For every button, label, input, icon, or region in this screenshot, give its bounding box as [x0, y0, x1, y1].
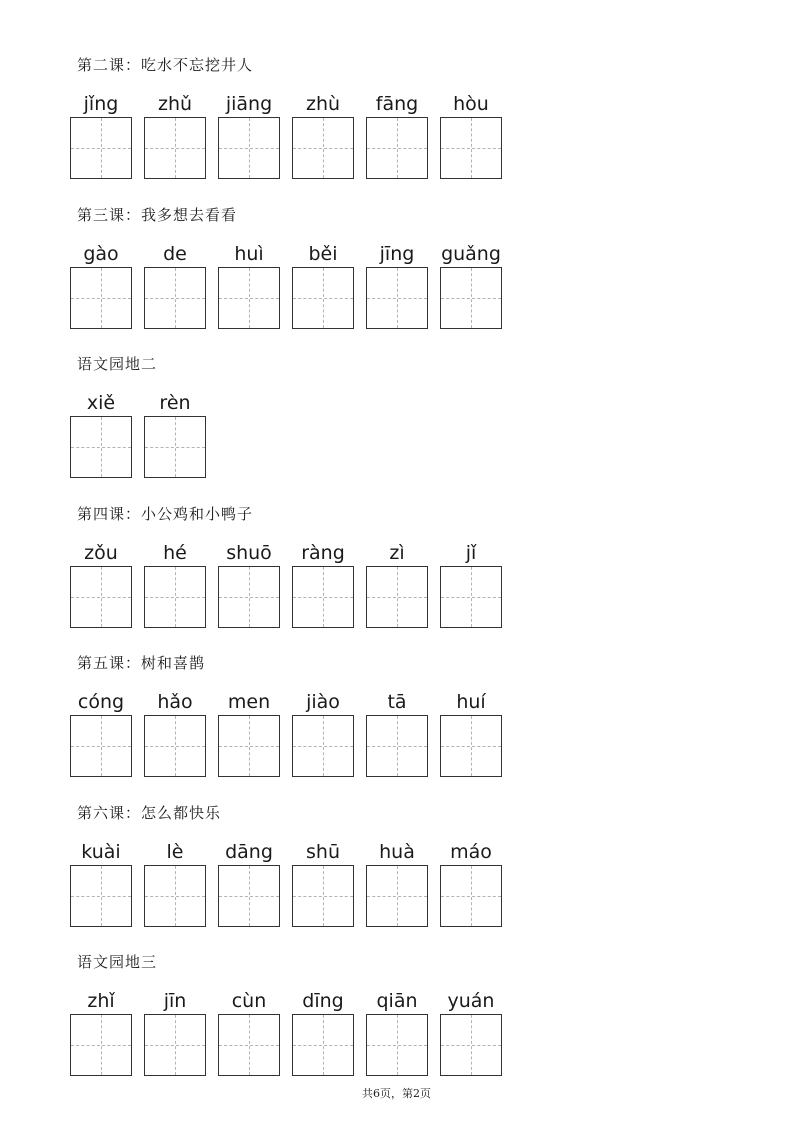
- lesson-title: 第五课：树和喜鹊: [77, 654, 206, 672]
- writing-grid-box[interactable]: [366, 267, 428, 329]
- grid-horizontal-guide: [293, 1045, 353, 1046]
- grid-horizontal-guide: [145, 298, 205, 299]
- grid-horizontal-guide: [145, 1045, 205, 1046]
- grid-horizontal-guide: [367, 148, 427, 149]
- character-cell: [218, 952, 280, 1048]
- character-cell: [292, 803, 354, 899]
- pinyin-label: hǎo: [157, 691, 193, 713]
- pinyin-label: jǐng: [83, 93, 119, 115]
- character-cell: [70, 653, 132, 749]
- grid-horizontal-guide: [293, 746, 353, 747]
- pinyin-label: gào: [83, 242, 119, 265]
- grid-horizontal-guide: [293, 597, 353, 598]
- character-cell: [144, 803, 206, 899]
- pinyin-label: de: [163, 242, 187, 265]
- grid-horizontal-guide: [71, 1045, 131, 1046]
- grid-horizontal-guide: [145, 447, 205, 448]
- grid-horizontal-guide: [219, 746, 279, 747]
- writing-grid-box[interactable]: [366, 865, 428, 927]
- writing-grid-box[interactable]: [366, 566, 428, 628]
- grid-horizontal-guide: [293, 148, 353, 149]
- pinyin-label: cóng: [77, 691, 125, 713]
- pinyin-label: rèn: [159, 392, 191, 414]
- lesson-title: 语文园地二: [77, 355, 158, 373]
- lesson-title: 第二课：吃水不忘挖井人: [77, 56, 254, 74]
- character-cell: [366, 55, 428, 151]
- pinyin-label: huí: [456, 691, 486, 713]
- grid-horizontal-guide: [145, 896, 205, 897]
- writing-grid-box[interactable]: [144, 267, 206, 329]
- pinyin-label: qiān: [376, 990, 418, 1012]
- writing-grid-box[interactable]: [440, 1014, 502, 1076]
- character-cell: [440, 55, 502, 151]
- lesson-title: 语文园地三: [77, 953, 158, 971]
- character-cell: [70, 354, 132, 450]
- pinyin-label: kuài: [81, 840, 121, 863]
- character-cell: [292, 504, 354, 600]
- character-cell: [440, 803, 502, 899]
- character-cell: [292, 653, 354, 749]
- writing-grid-box[interactable]: [218, 1014, 280, 1076]
- writing-grid-box[interactable]: [366, 117, 428, 179]
- grid-horizontal-guide: [441, 1045, 501, 1046]
- writing-grid-box[interactable]: [292, 117, 354, 179]
- character-cell: [144, 354, 206, 450]
- pinyin-label: yuán: [447, 990, 495, 1012]
- character-cell: [366, 952, 428, 1048]
- writing-grid-box[interactable]: [70, 267, 132, 329]
- character-cell: [218, 803, 280, 899]
- writing-grid-box[interactable]: [70, 865, 132, 927]
- character-cell: [144, 952, 206, 1048]
- character-cell: [440, 504, 502, 600]
- writing-grid-box[interactable]: [218, 566, 280, 628]
- pinyin-label: hé: [163, 541, 187, 564]
- character-cell: [218, 504, 280, 600]
- grid-horizontal-guide: [145, 746, 205, 747]
- grid-horizontal-guide: [219, 597, 279, 598]
- writing-grid-box[interactable]: [218, 267, 280, 329]
- writing-grid-box[interactable]: [292, 865, 354, 927]
- lesson-title: 第三课：我多想去看看: [77, 205, 238, 224]
- pinyin-label: dīng: [302, 990, 344, 1012]
- pinyin-label: jiào: [306, 691, 340, 713]
- writing-grid-box[interactable]: [218, 117, 280, 179]
- pinyin-label: dāng: [225, 840, 273, 863]
- writing-grid-box[interactable]: [292, 1014, 354, 1076]
- grid-horizontal-guide: [219, 1045, 279, 1046]
- character-cell: [70, 803, 132, 899]
- pinyin-label: zhǔ: [157, 93, 193, 115]
- page-footer: 共6页，第2页: [362, 1087, 431, 1100]
- character-cell: [292, 205, 354, 301]
- grid-horizontal-guide: [71, 896, 131, 897]
- writing-grid-box[interactable]: [144, 1014, 206, 1076]
- writing-grid-box[interactable]: [292, 715, 354, 777]
- character-cell: [70, 205, 132, 301]
- writing-grid-box[interactable]: [440, 865, 502, 927]
- pinyin-label: máo: [450, 840, 492, 863]
- writing-grid-box[interactable]: [440, 566, 502, 628]
- pinyin-label: cùn: [231, 990, 267, 1012]
- writing-grid-box[interactable]: [70, 566, 132, 628]
- writing-grid-box[interactable]: [144, 117, 206, 179]
- grid-horizontal-guide: [441, 597, 501, 598]
- writing-grid-box[interactable]: [70, 1014, 132, 1076]
- grid-horizontal-guide: [219, 148, 279, 149]
- pinyin-label: tā: [387, 691, 407, 713]
- writing-grid-box[interactable]: [70, 416, 132, 478]
- writing-grid-box[interactable]: [144, 416, 206, 478]
- grid-horizontal-guide: [71, 148, 131, 149]
- character-cell: [366, 803, 428, 899]
- grid-horizontal-guide: [367, 1045, 427, 1046]
- writing-grid-box[interactable]: [70, 117, 132, 179]
- writing-grid-box[interactable]: [70, 715, 132, 777]
- pinyin-label: jiāng: [225, 93, 273, 115]
- writing-grid-box[interactable]: [144, 566, 206, 628]
- pinyin-label: běi: [308, 242, 338, 265]
- grid-horizontal-guide: [441, 298, 501, 299]
- writing-grid-box[interactable]: [144, 715, 206, 777]
- grid-horizontal-guide: [71, 298, 131, 299]
- grid-horizontal-guide: [441, 896, 501, 897]
- pinyin-label: hòu: [453, 93, 489, 115]
- grid-horizontal-guide: [367, 298, 427, 299]
- writing-grid-box[interactable]: [366, 715, 428, 777]
- writing-grid-box[interactable]: [440, 267, 502, 329]
- grid-horizontal-guide: [219, 298, 279, 299]
- pinyin-label: zhù: [305, 93, 341, 115]
- writing-grid-box[interactable]: [218, 715, 280, 777]
- lesson-title: 第四课：小公鸡和小鸭子: [77, 504, 254, 523]
- character-cell: [440, 205, 502, 301]
- pinyin-label: ràng: [301, 541, 345, 564]
- grid-horizontal-guide: [293, 896, 353, 897]
- pinyin-label: huì: [234, 242, 264, 265]
- writing-grid-box[interactable]: [144, 865, 206, 927]
- pinyin-label: fāng: [375, 93, 419, 115]
- character-cell: [144, 205, 206, 301]
- character-cell: [366, 653, 428, 749]
- pinyin-label: men: [227, 691, 271, 713]
- pinyin-label: guǎng: [441, 242, 501, 265]
- character-cell: [218, 205, 280, 301]
- character-cell: [70, 952, 132, 1048]
- character-cell: [144, 55, 206, 151]
- grid-horizontal-guide: [71, 746, 131, 747]
- grid-horizontal-guide: [71, 447, 131, 448]
- pinyin-label: jīn: [163, 990, 187, 1012]
- character-cell: [218, 55, 280, 151]
- character-cell: [218, 653, 280, 749]
- pinyin-label: shū: [306, 840, 340, 863]
- character-cell: [144, 504, 206, 600]
- pinyin-label: huà: [379, 840, 415, 863]
- grid-horizontal-guide: [71, 597, 131, 598]
- pinyin-label: zì: [389, 541, 405, 564]
- writing-grid-box[interactable]: [366, 1014, 428, 1076]
- pinyin-label: jīng: [379, 242, 415, 265]
- pinyin-label: lè: [166, 840, 184, 863]
- character-cell: [70, 504, 132, 600]
- writing-grid-box[interactable]: [292, 566, 354, 628]
- pinyin-label: shuō: [226, 541, 272, 564]
- pinyin-label: jǐ: [465, 541, 477, 564]
- character-cell: [440, 952, 502, 1048]
- character-cell: [366, 205, 428, 301]
- character-cell: [144, 653, 206, 749]
- writing-grid-box[interactable]: [440, 715, 502, 777]
- pinyin-label: zǒu: [84, 541, 118, 564]
- grid-horizontal-guide: [367, 896, 427, 897]
- grid-horizontal-guide: [219, 896, 279, 897]
- pinyin-label: xiě: [86, 392, 116, 414]
- character-cell: [70, 55, 132, 151]
- grid-horizontal-guide: [367, 746, 427, 747]
- grid-horizontal-guide: [441, 746, 501, 747]
- grid-horizontal-guide: [145, 597, 205, 598]
- character-cell: [440, 653, 502, 749]
- lesson-title: 第六课：怎么都快乐: [77, 803, 222, 822]
- writing-grid-box[interactable]: [440, 117, 502, 179]
- grid-horizontal-guide: [145, 148, 205, 149]
- character-cell: [292, 55, 354, 151]
- character-cell: [366, 504, 428, 600]
- writing-grid-box[interactable]: [292, 267, 354, 329]
- pinyin-label: zhǐ: [87, 990, 115, 1012]
- character-cell: [292, 952, 354, 1048]
- grid-horizontal-guide: [367, 597, 427, 598]
- grid-horizontal-guide: [441, 148, 501, 149]
- grid-horizontal-guide: [293, 298, 353, 299]
- writing-grid-box[interactable]: [218, 865, 280, 927]
